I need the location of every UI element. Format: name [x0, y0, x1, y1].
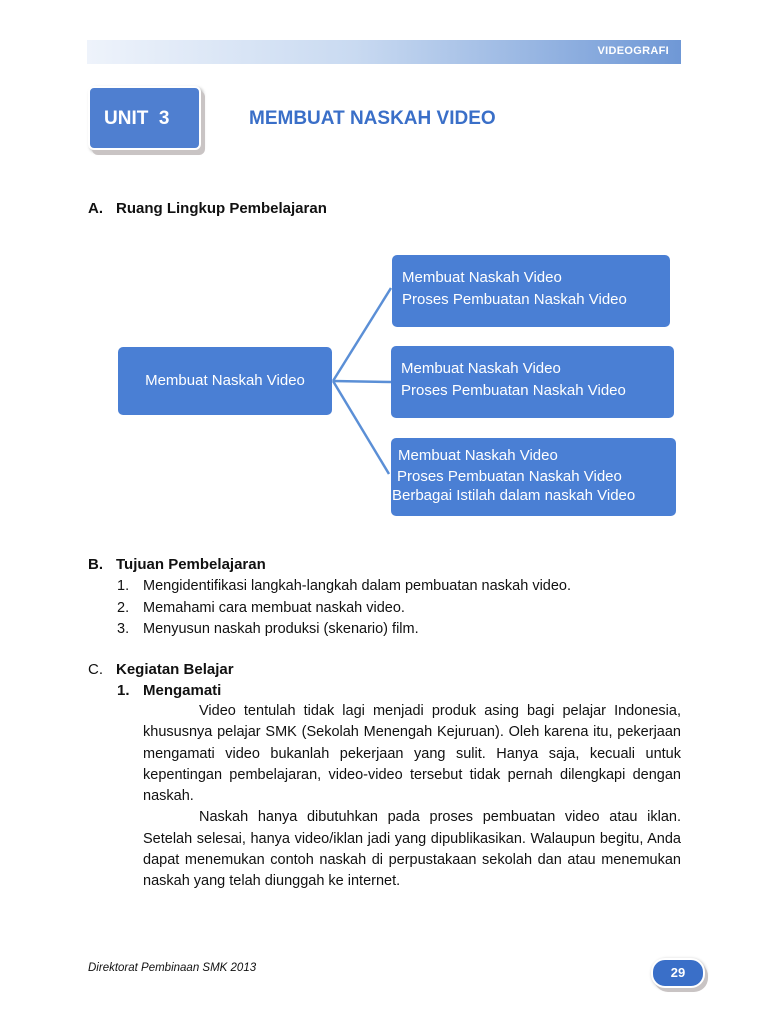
connector-1	[333, 288, 391, 381]
subsection-title: Mengamati	[143, 682, 222, 699]
unit-title: MEMBUAT NASKAH VIDEO	[249, 108, 496, 129]
header-label: VIDEOGRAFI	[597, 45, 669, 57]
branch-2-line-1: Membuat Naskah Video	[401, 360, 561, 377]
connector-2	[333, 381, 391, 382]
list-item-number: 1.	[117, 578, 130, 594]
diagram-branch-node-2	[391, 346, 674, 418]
diagram-branch-node-1	[392, 255, 670, 327]
section-b-letter: B.	[88, 556, 103, 573]
branch-2-line-2: Proses Pembuatan Naskah Video	[401, 382, 626, 399]
diagram-root-label: Membuat Naskah Video	[145, 372, 305, 389]
unit-badge	[88, 86, 201, 150]
list-item-text: Memahami cara membuat naskah video.	[143, 599, 405, 616]
footer-publisher: Direktorat Pembinaan SMK 2013	[88, 962, 257, 974]
section-a-title: Ruang Lingkup Pembelajaran	[116, 200, 327, 217]
list-item	[117, 576, 571, 598]
objectives-list	[117, 576, 571, 641]
page-number-badge: 29	[651, 958, 705, 988]
list-item-text: Menyusun naskah produksi (skenario) film.	[143, 621, 419, 637]
connector-3	[333, 381, 389, 474]
paragraph-1: Video tentulah tidak lagi menjadi produk asing bagi pelajar Indonesia, khususnya pelajar SMK (Sekolah Menengah Kejuruan). Oleh karena itu, pekerjaan mengamati video bukanlah pekerjaan yang sulit. Hanya saja, kecuali untuk kepentingan pembelajaran, video-video tersebut tidak pernah dilengkapi dengan naskah.	[143, 703, 681, 805]
list-item	[117, 598, 571, 620]
section-a-letter: A.	[88, 200, 103, 217]
paragraph-2: Naskah hanya dibutuhkan pada proses pembuatan video atau iklan. Setelah selesai, hanya video/iklan jadi yang dipublikasikan. Walaupun begitu, Anda dapat menemukan contoh naskah di perpustakaan sekolah dan atau menemukan naskah yang telah diunggah ke internet.	[143, 809, 681, 890]
diagram-branch-node-3	[391, 438, 676, 516]
branch-3-line-3: Berbagai Istilah dalam naskah Video	[392, 487, 636, 504]
unit-label: UNIT 3	[104, 108, 170, 129]
branch-1-line-1: Membuat Naskah Video	[402, 269, 562, 286]
section-c-letter: C.	[88, 661, 103, 678]
header-band	[87, 40, 681, 64]
list-item-text: Mengidentifikasi langkah-langkah dalam pembuatan naskah video.	[143, 578, 572, 594]
list-item-number: 2.	[117, 599, 130, 616]
diagram-root-node	[118, 347, 332, 415]
section-c-title: Kegiatan Belajar	[116, 661, 234, 678]
subsection-number: 1.	[117, 682, 130, 699]
list-item	[117, 619, 571, 641]
branch-3-line-2: Proses Pembuatan Naskah Video	[397, 468, 622, 485]
body-text	[143, 701, 681, 893]
branch-1-line-2: Proses Pembuatan Naskah Video	[402, 291, 627, 308]
list-item-number: 3.	[117, 621, 130, 637]
branch-3-line-1: Membuat Naskah Video	[398, 447, 558, 464]
section-b-title: Tujuan Pembelajaran	[116, 556, 266, 573]
